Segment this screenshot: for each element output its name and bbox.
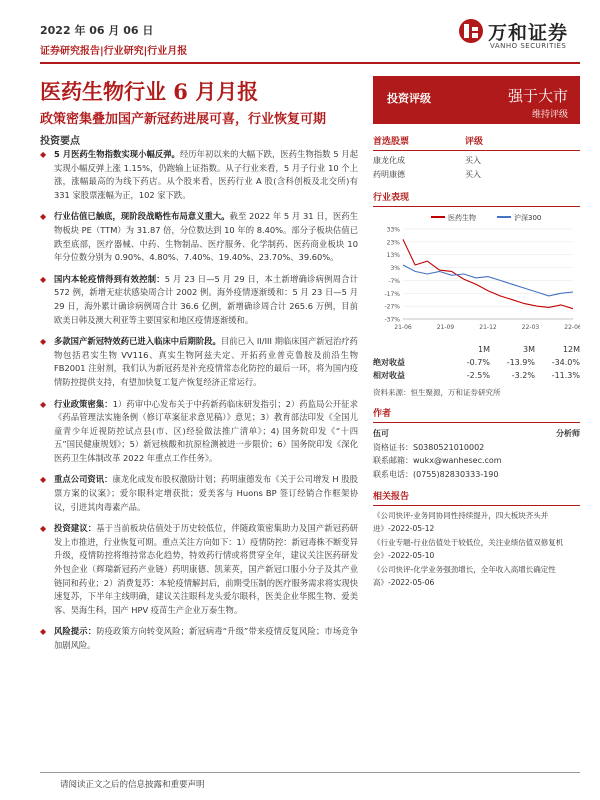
cell: -11.3% [551,371,580,380]
data-source: 资料来源：恒生聚源，万和证券研究所 [373,388,501,397]
analyst-email[interactable]: 联系邮箱：wukx@wanhesec.com [373,456,502,465]
key-point-head: 重点公司资讯： [54,474,113,485]
author-heading: 作者 [373,406,580,423]
footer-divider [40,772,580,773]
table-row [373,168,580,182]
key-point-body: 防疫政策方向转变风险；新冠病毒“升级”带来疫情反复风险；市场竞争加剧风险。 [54,626,358,650]
key-point-head: 行业估值已触底，现阶段战略性布局意义重大。 [54,211,230,222]
col-header: 12M [562,345,580,354]
stock-name: 药明康德 [373,170,405,179]
key-points-list [40,148,358,661]
rating-value: 强于大市 [507,87,568,105]
y-tick-label: -37% [384,316,400,324]
cell: -13.9% [506,358,535,367]
key-point-body: 5 月 23 日—5 月 29 日，本土新增确诊病例周合计 572 例，新增无症状感染周合计 2002 例。海外疫情逐渐缓和：5 月 23 日—5 月 29 日，海外累计确诊病例周合计 36.6 亿例，新增确诊周合计 265.6 万例，目前欧美日韩及澳大利亚等主要国家和地区疫情逐渐缓和。 [54,273,358,325]
table-header-row [373,343,580,356]
analyst-role: 分析师 [556,429,580,438]
rating-sub: 维持评级 [531,110,568,120]
y-tick-label: 23% [386,239,400,247]
analyst-name: 伍可 [373,429,389,438]
diamond-bullet-icon: ◆ [40,475,47,485]
col-header: 3M [523,345,535,354]
performance-chart-svg [373,207,580,337]
analyst-phone: 联系电话：(0755)82830333-190 [373,469,499,479]
key-point-head: 国内本轮疫情得到有效控制： [54,273,165,284]
page-subtitle: 政策密集叠加国产新冠药进展可喜，行业恢复可期 [40,112,327,127]
cell: -0.7% [466,358,490,367]
key-point [40,473,358,514]
related-report-link[interactable]: 《行业专题-行业估值处于较低位，关注业绩估值双修复机会》-2022-05-10 [373,538,564,560]
diamond-bullet-icon: ◆ [40,150,47,159]
cell: -3.2% [511,371,535,380]
related-reports [373,510,580,589]
related-heading: 相关报告 [373,489,580,506]
sidebar [373,76,580,591]
company-logo [458,14,578,58]
table-row [373,154,580,168]
row-label: 绝对收益 [373,358,405,367]
page-title: 医药生物行业 6 月月报 [40,79,259,104]
legend-label: 沪深300 [514,214,542,222]
key-point-head: 多款国产新冠特效药已进入临床中后期阶段。 [54,336,221,347]
y-tick-label: 33% [386,226,400,234]
key-point [40,398,358,466]
stock-name: 康龙化成 [373,156,405,165]
report-category: 证券研究报告|行业研究|行业月报 [40,46,188,57]
diamond-bullet-icon: ◆ [40,212,47,222]
key-point [40,273,358,327]
x-tick-label: 21-12 [479,324,497,331]
rating-label: 投资评级 [387,92,431,105]
table-row [373,356,580,369]
key-point-head: 行业政策密集： [54,398,113,409]
rating-banner [373,76,580,124]
cell: -2.5% [466,371,490,380]
analyst-cert: 资格证书：S0380521010002 [373,442,485,452]
diamond-bullet-icon: ◆ [40,524,47,534]
top-picks-header [373,134,580,151]
diamond-bullet-icon: ◆ [40,627,47,637]
key-point-head: 风险提示： [54,626,97,637]
performance-chart [373,207,580,337]
report-date: 2022 年 06 月 06 日 [40,24,154,37]
x-tick-label: 21-09 [436,324,455,331]
row-label: 相对收益 [373,371,405,380]
key-point-body: 康龙化成发布股权激励计划；药明康德发布《关于公司增发 H 股股票方案的议案》；爱尔眼科定增获批；爱美客与 Huons BP 签订经销合作框架协议，引进其肉毒素产品。 [54,474,358,512]
related-report-link[interactable]: 《公司快评-化学业务强劲增长，全年收入高增长确定性高》-2022-05-06 [373,565,556,587]
analyst-info [373,427,580,481]
header-divider [40,62,580,64]
diamond-bullet-icon: ◆ [40,337,47,347]
diamond-bullet-icon: ◆ [40,274,47,284]
y-tick-label: -7% [388,277,400,285]
key-point-body: 经历年初以来的大幅下跌，医药生物指数 5 月起实现小幅反弹上涨 1.15%，仍跑输上证指数。从子行业来看，5 月子行业 10 个上涨，涨幅最高的为线下药店。从个股来看，医药行业 A 股(含科创板及北交所)有 331 家股票涨幅为正，102 家下跌。 [54,149,358,200]
footer-disclaimer: 请阅读正文之后的信息披露和重要声明 [60,780,205,790]
col-header: 1M [478,345,490,354]
x-tick-label: 22-03 [521,324,540,331]
logo-subtext: VANHO SECURITIES [490,42,567,50]
related-report-link[interactable]: 《公司快评-业务同协同性持续提升，四大板块齐头并进》-2022-05-12 [373,511,549,533]
key-point-body: 目前已入 II/III 期临床国产新冠治疗药物包括君实生物 VV116、真实生物阿兹夫定、开拓药业普克鲁胺及前沿生物 FB2001 注射剂，我们认为新冠药是补充疫情常态化防控的最后一环，将为国内疫情防控提供支持，有望加快复工复产恢复经济正常运行。 [54,336,358,387]
stock-rating: 买入 [465,156,481,165]
key-point [40,210,358,264]
key-point [40,148,358,202]
stock-rating: 买入 [465,170,481,179]
diamond-bullet-icon: ◆ [40,399,47,409]
logo-icon [458,18,484,44]
cell: -34.0% [551,358,580,367]
key-points-heading: 投资要点 [40,136,80,147]
col-header: 评级 [465,137,484,147]
key-point-body: 截至 2022 年 5 月 31 日，医药生物板块 PE（TTM）为 31.87 倍，分位数达到 10 年的 8.40%。部分子板块估值已跌至底部，医疗器械、中药、生物制品、医疗服务、化学制药、医药商业板块 10 年分位数分别为 0.90%、4.80%、7.40%、19.40%、23.70%、39.60%。 [54,211,358,263]
key-point [40,522,358,617]
y-tick-label: -27% [384,303,400,311]
key-point-body: 基于当前板块估值处于历史较低位，伴随政策密集助力及国产新冠药研发上市推进，行业恢复可期。重点关注方向如下：1）疫情防控：新冠毒株不断变异升级，疫情防控将维持常态化趋势，特效药行情或将贯穿全年，建议关注医药研发外包企业（辉瑞新冠药产业链）药明康德、凯莱英，国产新冠口服小分子及其产业链同和药业；2）消费复苏：本轮疫情解封后，前期受压制的医疗服务需求将实现快速复苏，下半年主线明确，建议关注眼科龙头爱尔眼科，医美企业华熙生物、爱美客、昊海生科，国产 HPV 疫苗生产企业万泰生物。 [54,523,358,615]
performance-heading: 行业表现 [373,190,580,207]
y-tick-label: -17% [384,290,400,298]
legend-label: 医药生物 [448,214,476,222]
key-point-head: 5 月医药生物指数实现小幅反弹。 [54,149,180,159]
table-row [373,369,580,382]
top-picks-table [373,134,580,182]
y-tick-label: 13% [386,252,400,260]
x-tick-label: 22-06 [564,324,580,331]
key-point-body: 1）药审中心发布关于中药新药临床研发指引；2）药监局公开征求《药品管理法实施条例（修订草案征求意见稿）》意见；3）教育部法印发《全国儿童青少年近视防控试点县(市、区)经验做法推广清单》；4) 国务院印发《“十四五”国民健康规划》；5）新冠核酸和抗原检测被进一步限价；6）国务院印发《深化医药卫生体制改革 2022 年重点工作任务》。 [54,398,358,463]
key-point-head: 投资建议： [54,523,97,534]
key-point [40,335,358,389]
x-tick-label: 21-06 [394,324,412,331]
performance-table [373,343,580,382]
key-point [40,625,358,652]
logo-text: 万和证券 [488,22,569,44]
col-header: 首选股票 [373,137,410,147]
y-tick-label: 3% [390,265,400,273]
